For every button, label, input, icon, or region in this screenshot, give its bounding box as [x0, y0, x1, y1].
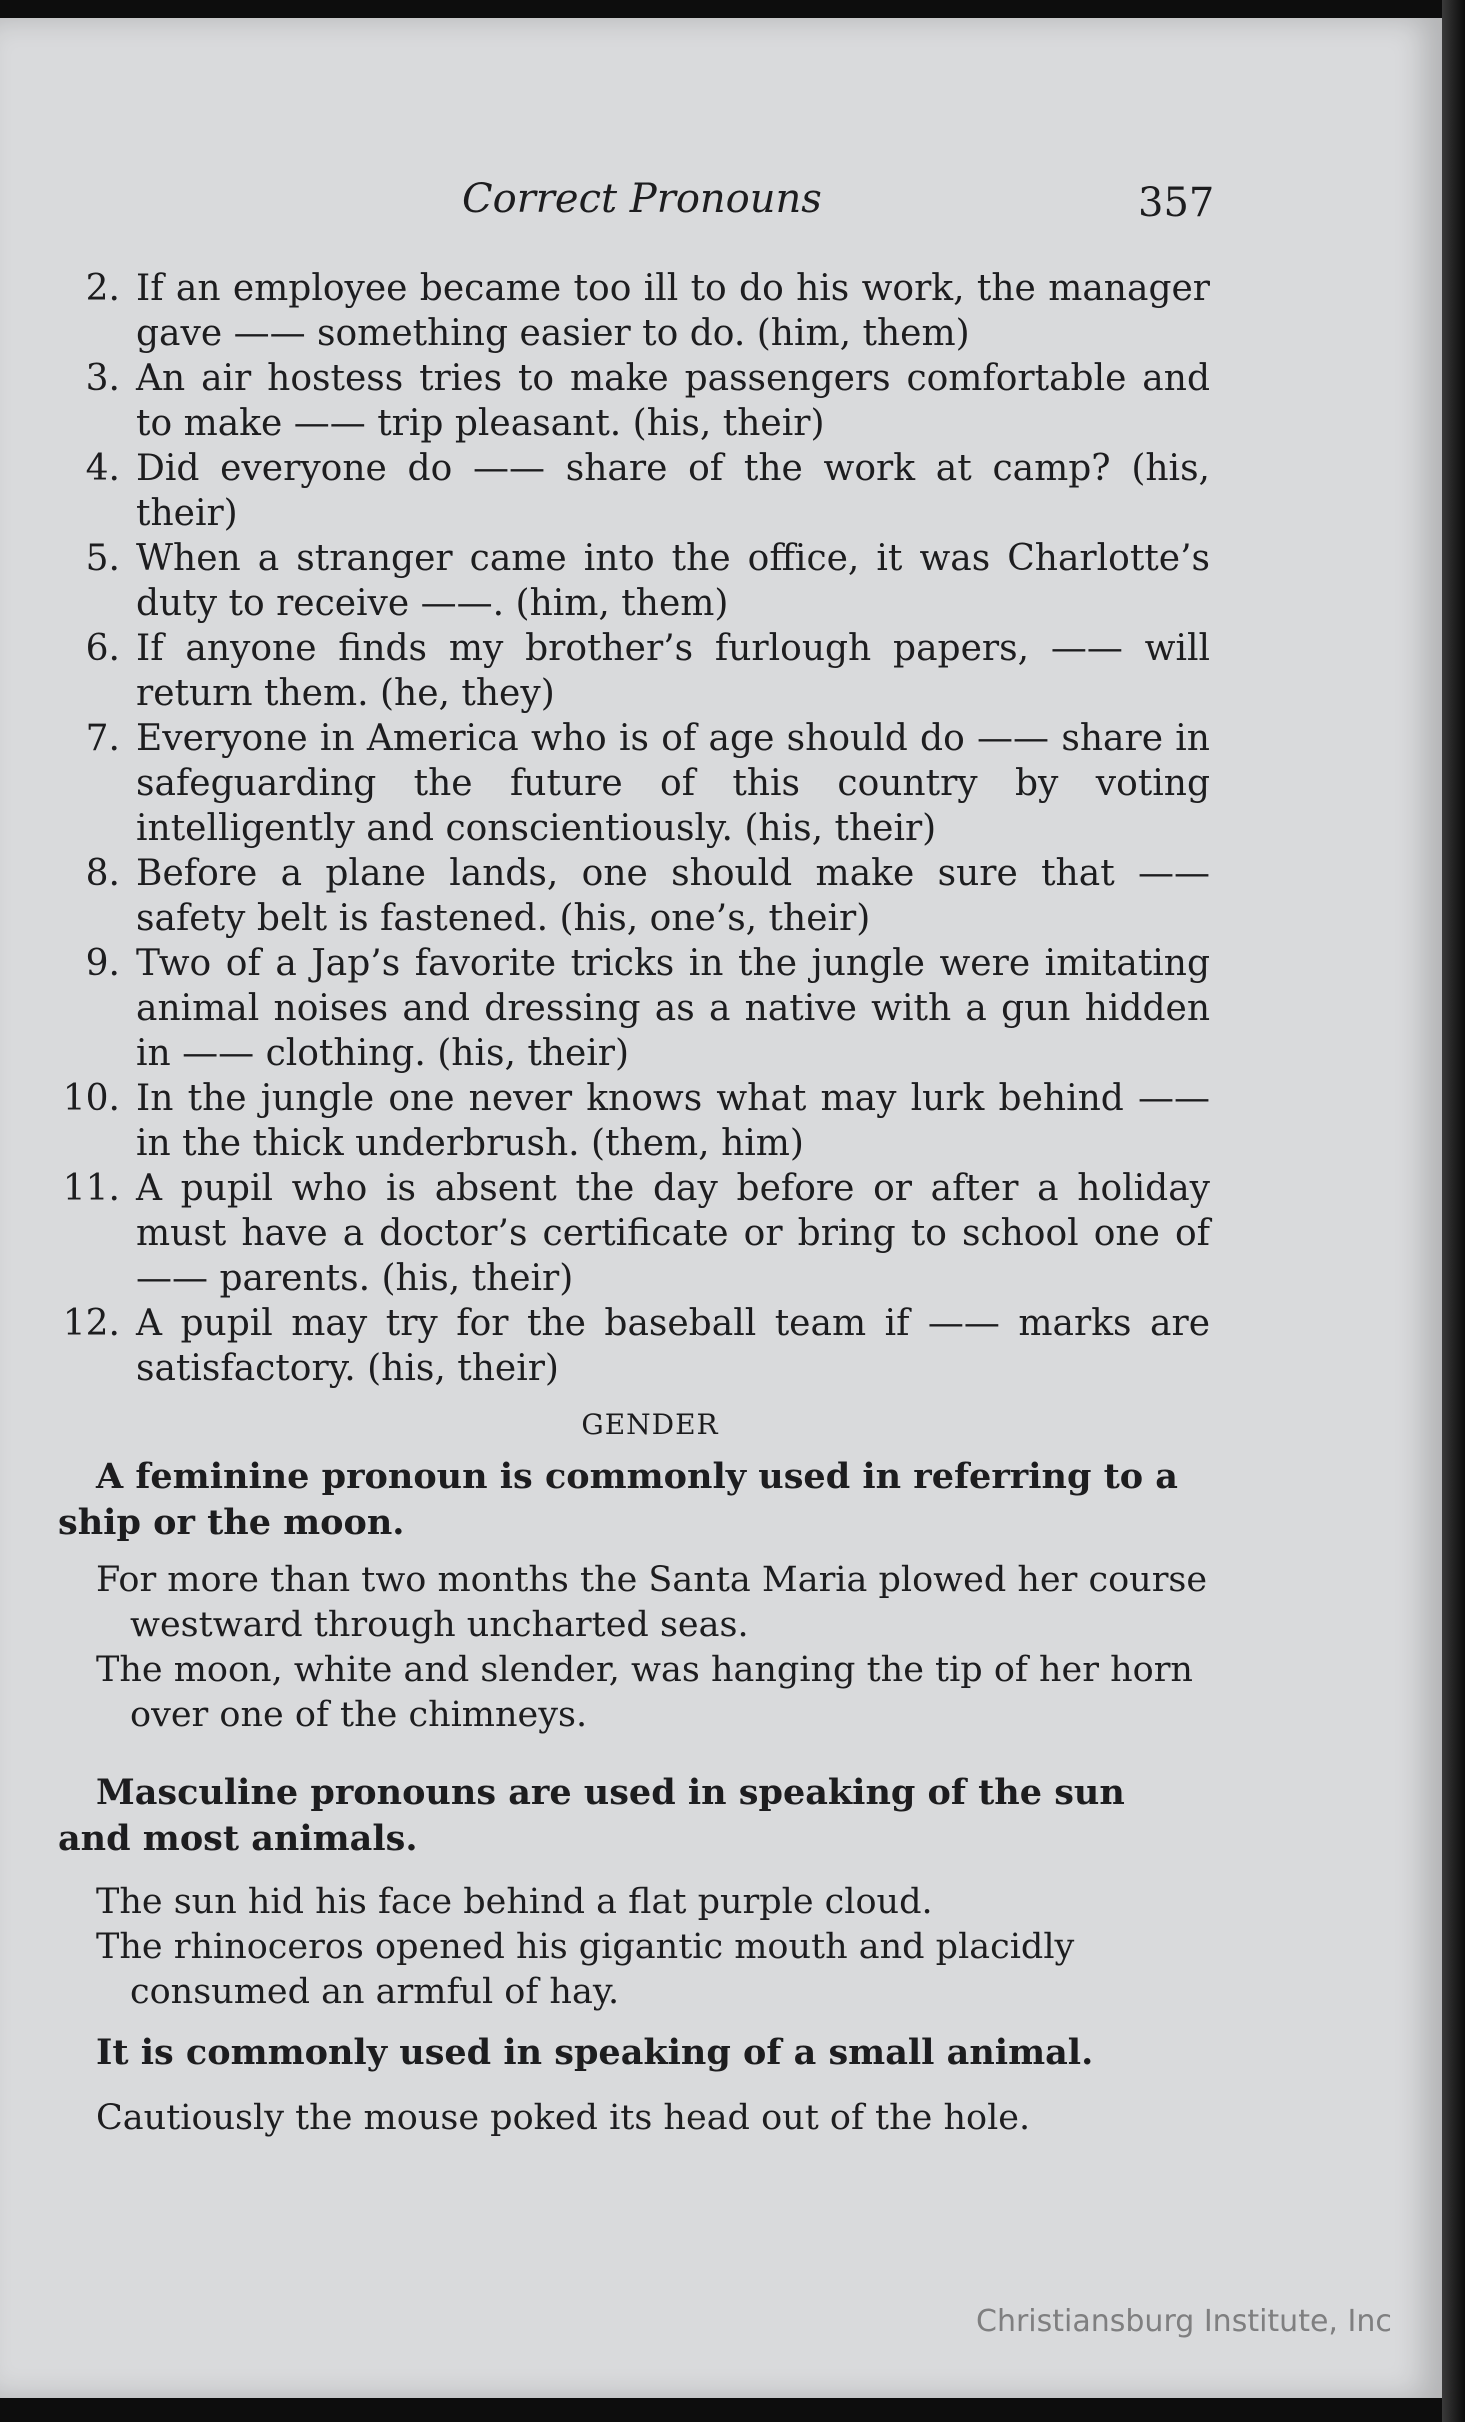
item-number: 10.	[62, 1078, 120, 1119]
item-number: 5.	[85, 538, 120, 579]
rule-feminine: A feminine pronoun is commonly used in referring to a ship or the moon.	[58, 1456, 1178, 1543]
exercise-item	[60, 941, 1210, 1076]
rule-it: It is commonly used in speaking of a small animal.	[96, 2032, 1094, 2073]
item-text: An air hostess tries to make passengers comfortable and to make —— trip pleasant. (his, their)	[136, 358, 1210, 444]
exercise-item	[60, 446, 1210, 536]
item-text: A pupil who is absent the day before or after a holiday must have a doctor’s certificate or bring to school one of —— parents. (his, their)	[136, 1168, 1210, 1299]
item-number: 3.	[85, 358, 120, 399]
example-moon: The moon, white and slender, was hanging the tip of her horn over one of the chimneys.	[96, 1650, 1193, 1735]
item-text: Two of a Jap’s favorite tricks in the jungle were imitating animal noises and dressing as a native with a gun hidden in —— clothing. (his, their)	[136, 943, 1210, 1074]
page-number: 357	[1138, 180, 1215, 226]
exercise-list	[60, 266, 1210, 1391]
exercise-item	[60, 1076, 1210, 1166]
book-spine-shadow	[1442, 0, 1465, 2422]
exercise-item	[60, 1301, 1210, 1391]
page-header	[0, 168, 1442, 228]
rule-masculine: Masculine pronouns are used in speaking of the sun and most animals.	[58, 1772, 1125, 1859]
item-text: In the jungle one never knows what may lurk behind —— in the thick underbrush. (them, him)	[136, 1078, 1210, 1164]
exercise-item	[60, 716, 1210, 851]
item-text: When a stranger came into the office, it was Charlotte’s duty to receive ——. (him, them)	[136, 538, 1210, 624]
exercise-item	[60, 266, 1210, 356]
running-title: Correct Pronouns	[462, 176, 822, 222]
item-number: 12.	[62, 1303, 120, 1344]
exercise-item	[60, 1166, 1210, 1301]
exercise-item	[60, 626, 1210, 716]
item-text: If anyone finds my brother’s furlough papers, —— will return them. (he, they)	[136, 628, 1210, 714]
item-text: Did everyone do —— share of the work at camp? (his, their)	[136, 448, 1210, 534]
section-heading-gender: GENDER	[581, 1408, 719, 1441]
item-text: Everyone in America who is of age should do —— share in safeguarding the future of this country by voting intelligently and conscientiously. (his, their)	[136, 718, 1210, 849]
item-text: Before a plane lands, one should make sure that —— safety belt is fastened. (his, one’s, their)	[136, 853, 1210, 939]
item-number: 7.	[85, 718, 120, 759]
example-mouse: Cautiously the mouse poked its head out of the hole.	[96, 2098, 1031, 2138]
exercise-item	[60, 356, 1210, 446]
item-text: A pupil may try for the baseball team if —— marks are satisfactory. (his, their)	[136, 1303, 1210, 1389]
exercise-item	[60, 536, 1210, 626]
example-sun: The sun hid his face behind a flat purple cloud.	[96, 1882, 933, 1922]
item-number: 4.	[85, 448, 120, 489]
example-santa-maria: For more than two months the Santa Maria plowed her course westward through uncharted seas.	[96, 1560, 1208, 1645]
item-number: 11.	[62, 1168, 120, 1209]
example-rhinoceros: The rhinoceros opened his gigantic mouth and placidly consumed an armful of hay.	[96, 1927, 1075, 2012]
item-number: 6.	[85, 628, 120, 669]
watermark: Christiansburg Institute, Inc	[976, 2304, 1392, 2339]
book-page	[0, 18, 1442, 2398]
item-number: 2.	[85, 268, 120, 309]
item-number: 9.	[85, 943, 120, 984]
item-text: If an employee became too ill to do his work, the manager gave —— something easier to do. (him, them)	[136, 268, 1210, 354]
exercise-item	[60, 851, 1210, 941]
item-number: 8.	[85, 853, 120, 894]
